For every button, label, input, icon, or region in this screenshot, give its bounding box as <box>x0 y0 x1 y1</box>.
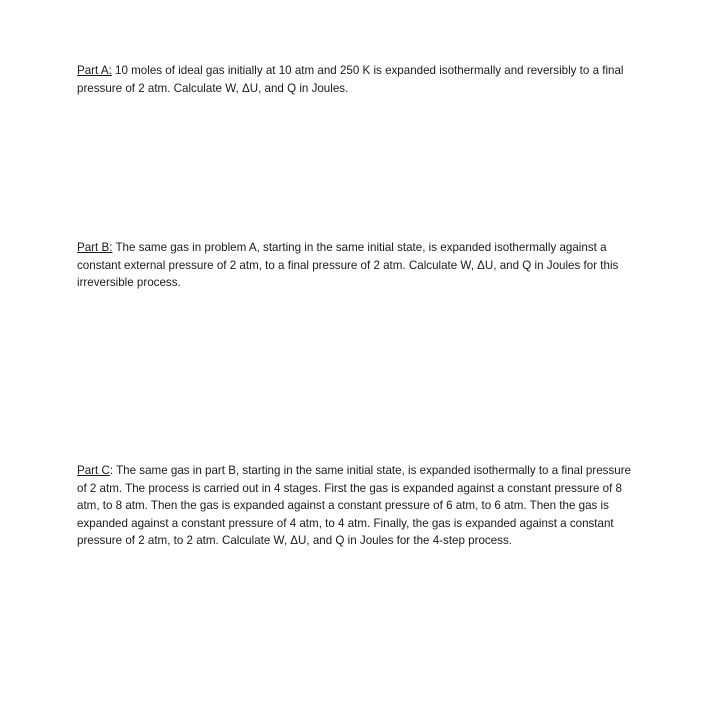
part-c-text: The same gas in part B, starting in the same initial state, is expanded isothermally to a final pressure of 2 atm. The process is carried out in 4 stages. First the gas is expanded against a constant pressure of 8 atm, to 8 atm. Then the gas is expanded against a constant pressure of 6 atm, to 6 atm. Then the gas is expanded against a constant pressure of 4 atm, to 4 atm. Finally, the gas is expanded against a constant pressure of 2 atm, to 2 atm. Calculate W, ΔU, and Q in Joules for the 4-step process. <box>77 464 631 547</box>
part-c-paragraph <box>77 462 637 550</box>
part-a-label: Part A: <box>77 64 112 77</box>
part-b-label: Part B: <box>77 241 113 254</box>
part-c-label-suffix: : <box>109 464 114 477</box>
part-a-text: 10 moles of ideal gas initially at 10 atm and 250 K is expanded isothermally and reversibly to a final pressure of 2 atm. Calculate W, ΔU, and Q in Joules. <box>77 64 624 95</box>
part-a-paragraph <box>77 62 637 97</box>
part-c-label: Part C <box>77 464 110 477</box>
part-b-text: The same gas in problem A, starting in the same initial state, is expanded isothermally against a constant external pressure of 2 atm, to a final pressure of 2 atm. Calculate W, ΔU, and Q in Joules for this irreversible process. <box>77 241 619 289</box>
part-b-paragraph <box>77 239 637 292</box>
